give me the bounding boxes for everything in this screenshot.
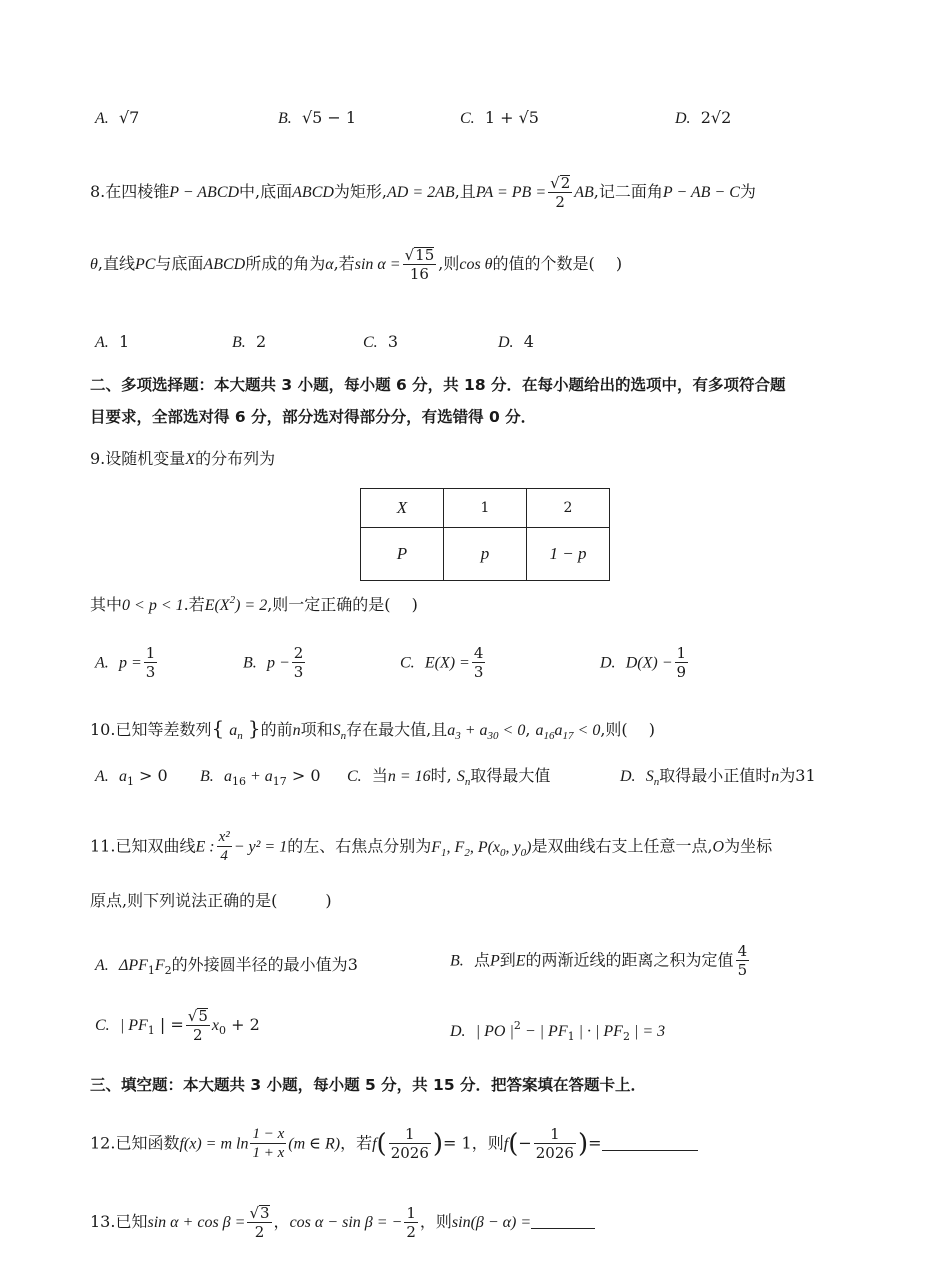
q11-option-d: D. | PO $|^2$ − | $PF_1$ | · | $PF_2$ | = 3	[450, 1019, 666, 1043]
q8-text8: 与底面	[155, 254, 204, 273]
q11-stem-line1: 11.已知双曲线E : $\frac{\text{x²}}{4}$ − y² = 1的左、右焦点分别为$F_1$, $F_2$, $P(x_0$, $y_0$)是双曲线右支上任意一点,O为坐标	[90, 829, 773, 864]
section2-heading-line1: 二、多项选择题：本大题共 3 小题，每小题 6 分，共 18 分．在每小题给出的选项中，有多项符合题	[90, 376, 786, 394]
section3-heading: 三、填空题：本大题共 3 小题，每小题 5 分，共 15 分．把答案填在答题卡上．	[90, 1076, 647, 1094]
q10-stem: 10.已知等差数列{ $a_n$ }的前n项和$S_n$存在最大值,且$a_3 + a_{30} < 0$, $a_{16}a_{17} < 0$,则( )	[90, 716, 655, 742]
q9-text4: .若	[183, 595, 205, 614]
question-number: 11.	[90, 836, 116, 856]
q11-option-a: A. $\Delta PF_1F_2$的外接圆半径的最小值为3	[95, 955, 358, 977]
q8-text10: ,若	[333, 254, 355, 273]
table-cell: P	[361, 528, 444, 581]
q9-option-a: A. p = $\frac{1}{3}$	[95, 644, 156, 681]
fraction-numerator: 2	[560, 174, 571, 192]
option-letter: A.	[95, 110, 109, 127]
q8-text4: ,且	[454, 182, 476, 201]
q8-math6: P − AB − C	[662, 184, 740, 201]
option-letter: C.	[460, 110, 475, 127]
q7-option-d	[675, 110, 731, 127]
table-row	[361, 528, 610, 581]
option-text: 2√2	[700, 108, 732, 127]
q11-option-b: B. 点P到E的两渐近线的距离之积为定值 $\frac{4}{5}$	[450, 942, 748, 979]
option-text: 4	[523, 332, 534, 351]
table-cell: 1	[444, 489, 527, 528]
q8-option-d	[498, 334, 534, 351]
q8-text6: 为	[739, 182, 756, 201]
q8-text5: ,记二面角	[593, 182, 663, 201]
q8-fraction2: $\frac{√15}{16}$	[404, 246, 435, 283]
q7-option-b	[278, 110, 356, 127]
q8-math12: cos θ	[459, 256, 493, 273]
option-letter: D.	[675, 110, 691, 127]
option-text: √7	[118, 108, 140, 127]
fraction-denominator: 16	[403, 264, 437, 282]
q9-text3: 其中	[90, 595, 123, 614]
section2-heading-line2: 目要求，全部选对得 6 分，部分选对得部分分，有选错得 0 分．	[90, 408, 537, 426]
q10-option-d: D. $S_n$取得最小正值时n为31	[620, 766, 816, 788]
table-cell: X	[361, 489, 444, 528]
q11-stem-line2: 原点,则下列说法正确的是( )	[90, 891, 332, 910]
q8-math2: ABCD	[292, 184, 334, 201]
fraction-denominator: 2	[548, 192, 572, 210]
q8-math8: PC	[134, 256, 156, 273]
q8-text11: ,则	[438, 254, 460, 273]
q10-option-a: A. $a_1 > 0$	[95, 766, 168, 788]
table-cell: 2	[527, 489, 610, 528]
option-text: 1 + √5	[484, 108, 539, 127]
q8-text1: 在四棱锥	[105, 182, 170, 201]
q7-option-a	[95, 110, 139, 127]
question-number: 10.	[90, 720, 116, 739]
table-cell: 1 − p	[527, 528, 610, 581]
option-text: 1	[118, 332, 130, 351]
q8-text9: 所成的角为	[245, 254, 326, 273]
q9-option-d: D. D(X) − $\frac{1}{9}$	[600, 644, 687, 681]
q8-text3: 为矩形,	[333, 182, 388, 201]
q11-option-c: C. | $PF_1$ | = $\frac{√5}{2}$ $x_0 + 2$	[95, 1007, 260, 1044]
q9-text5: ,则一定正确的是( )	[267, 595, 418, 614]
q8-option-a	[95, 334, 129, 351]
q12-stem: 12.已知函数f(x) = m ln $\frac{1 - x}{1 + x}$ (m ∈ R)，若f( $\frac{1}{2026}$ )= 1，则f(− $\frac{1}{2026}$ )=	[90, 1127, 698, 1161]
option-letter: B.	[278, 110, 292, 127]
q9-condition	[90, 595, 418, 614]
question-number: 12.	[90, 1133, 116, 1153]
q8-math1: P − ABCD	[169, 184, 240, 201]
table-cell: p	[444, 528, 527, 581]
question-number: 8.	[90, 182, 106, 201]
question-number: 9.	[90, 449, 106, 468]
q9-text2: 的分布列为	[195, 449, 276, 468]
q8-math5: AB	[574, 184, 594, 201]
question-number: 13.	[90, 1212, 116, 1231]
q8-text7: ,直线	[97, 254, 135, 273]
option-text: 2	[255, 332, 267, 351]
q7-option-c	[460, 110, 539, 127]
q9-math3: $E(X^2) = 2$	[204, 594, 268, 614]
q9-math2: 0 < p < 1	[122, 597, 184, 614]
q8-math7: θ	[90, 256, 98, 273]
q8-text12: 的值的个数是( )	[492, 254, 623, 273]
q9-stem	[90, 451, 275, 468]
table-row	[361, 489, 610, 528]
q9-math1: X	[185, 451, 196, 468]
q13-stem: 13.已知sin α + cos β = $\frac{√3}{2}$ ，cos α − sin β = − $\frac{1}{2}$ ，则sin(β − α) =	[90, 1205, 595, 1240]
option-letter: C.	[363, 334, 378, 351]
option-letter: B.	[232, 334, 246, 351]
q10-option-b: B. $a_{16} + a_{17} > 0$	[200, 766, 321, 788]
q8-math3: AD = 2AB	[387, 184, 455, 201]
q9-option-c: C. E(X) = $\frac{4}{3}$	[400, 644, 484, 681]
q9-option-b: B. p − $\frac{2}{3}$	[243, 644, 304, 681]
q10-option-c: C. 当n = 16时, $S_n$取得最大值	[347, 766, 551, 788]
q8-line2	[90, 247, 622, 282]
fraction-numerator: 15	[415, 246, 435, 264]
distribution-table	[360, 488, 610, 581]
q8-math11: sin α =	[354, 256, 401, 273]
q8-fraction1: $\frac{√2}{2}$	[550, 174, 571, 211]
q8-math10: α	[325, 256, 334, 273]
q8-text2: 中,底面	[239, 182, 293, 201]
option-text: √5 − 1	[301, 108, 357, 127]
q9-text1: 设随机变量	[105, 449, 186, 468]
q8-math9: ABCD	[203, 256, 246, 273]
q8-math4: PA = PB =	[475, 184, 547, 201]
q8-line1	[90, 175, 756, 210]
answer-blank[interactable]	[602, 1136, 698, 1151]
option-text: 3	[387, 332, 399, 351]
q8-option-c	[363, 334, 398, 351]
q8-option-b	[232, 334, 266, 351]
answer-blank[interactable]	[531, 1214, 595, 1229]
option-letter: D.	[498, 334, 514, 351]
option-letter: A.	[95, 334, 109, 351]
